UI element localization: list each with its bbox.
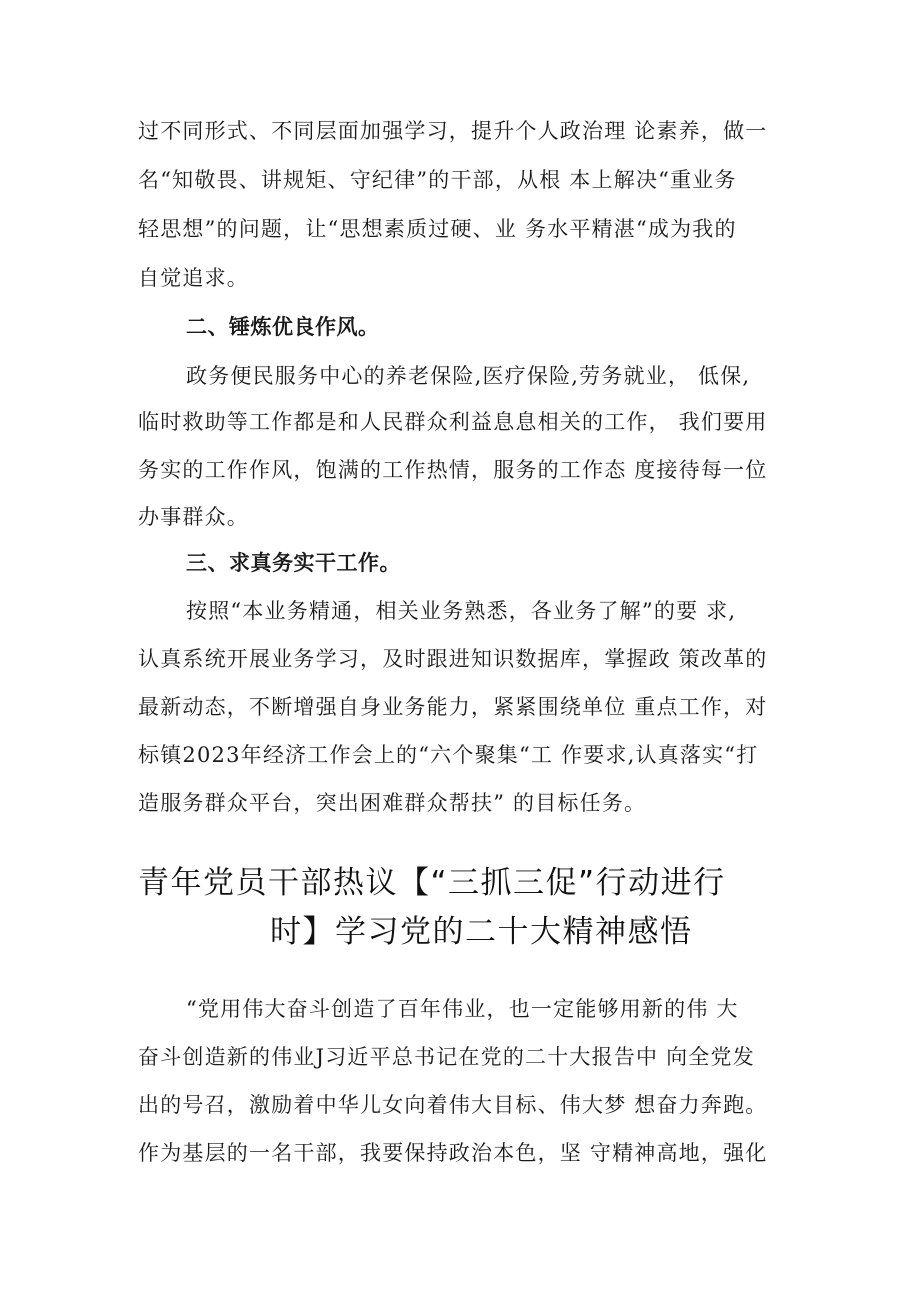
paragraph-line: 自觉追求。 xyxy=(138,266,249,290)
paragraph-line: 名“知敬畏、讲规矩、守纪律”的干部，从根 本上解决“重业务 xyxy=(138,168,737,192)
paragraph-line: 政务便民服务中心的养老保险,医疗保险,劳务就业， 低保, xyxy=(186,364,751,388)
section-heading-three: 三、求真务实干工作。 xyxy=(186,551,401,575)
paragraph-line: 造服务群众平台，突出困难群众帮扶” 的目标任务。 xyxy=(138,791,647,815)
paragraph-line: 出的号召，激励着中华儿女向着伟大目标、伟大梦 想奋力奔跑。 xyxy=(138,1093,768,1117)
article-title-line-2: 时】学习党的二十大精神感悟 xyxy=(270,914,693,950)
paragraph-line: 按照“本业务精通，相关业务熟悉，各业务了解”的要 求, xyxy=(186,599,737,623)
paragraph-line: 奋斗创造新的伟业J习近平总书记在党的二十大报告中 向全党发 xyxy=(138,1045,755,1069)
paragraph-line: 办事群众。 xyxy=(138,505,249,529)
paragraph-line: 作为基层的一名干部，我要保持政治本色，坚 守精神高地，强化 xyxy=(138,1141,768,1165)
paragraph-line: 最新动态，不断增强自身业务能力，紧紧围绕单位 重点工作，对 xyxy=(138,695,768,719)
paragraph-line: 临时救助等工作都是和人民群众利益息息相关的工作， 我们要用 xyxy=(138,410,768,434)
paragraph-line: 认真系统开展业务学习，及时跟进知识数据库，掌握政 策改革的 xyxy=(138,647,768,671)
paragraph-line: 轻思想”的问题，让“思想素质过硬、业 务水平精湛“成为我的 xyxy=(138,217,737,241)
article-title-line-1: 青年党员干部热议【“三抓三促”行动进行 xyxy=(138,865,726,901)
paragraph-line: 过不同形式、不同层面加强学习，提升个人政治理 论素养，做一 xyxy=(138,119,768,143)
paragraph-line: 标镇2023年经济工作会上的“六个聚集“工 作要求,认真落实“打 xyxy=(138,743,759,767)
paragraph-line: “党用伟大奋斗创造了百年伟业，也一定能够用新的伟 大 xyxy=(186,997,739,1021)
paragraph-line: 务实的工作作风，饱满的工作热情，服务的工作态 度接待每一位 xyxy=(138,458,768,482)
section-heading-two: 二、锤炼优良作风。 xyxy=(186,315,380,339)
